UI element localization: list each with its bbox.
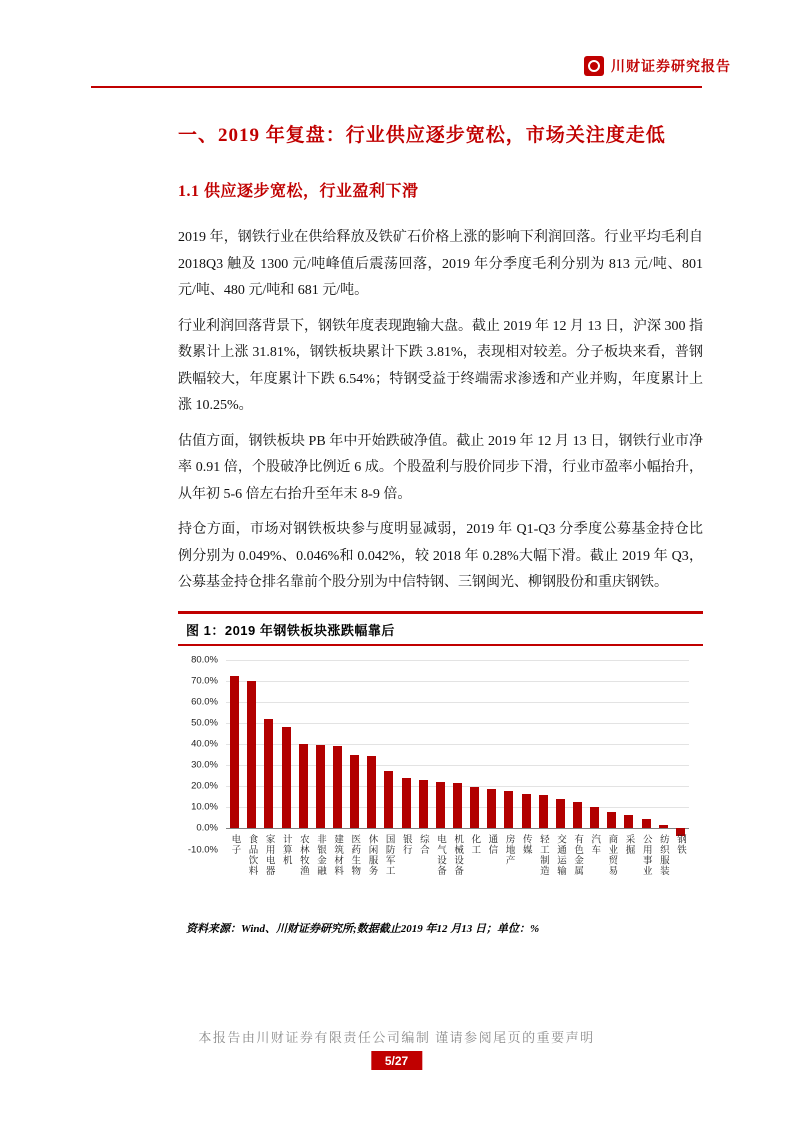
gridline	[226, 660, 689, 661]
gridline	[226, 765, 689, 766]
y-tick-label: 40.0%	[191, 738, 218, 750]
x-category-label: 传媒	[520, 833, 532, 855]
y-tick-label: 30.0%	[191, 759, 218, 771]
x-category-label: 公用事业	[640, 833, 652, 876]
x-category-label: 有色金属	[572, 833, 584, 876]
footer-disclaimer: 本报告由川财证券有限责任公司编制 谨请参阅尾页的重要声明	[198, 1030, 595, 1045]
x-category-label: 非银金融	[315, 833, 327, 876]
x-category-label: 银行	[400, 833, 412, 855]
bar-电气设备	[436, 782, 445, 828]
figure-source-note: 资料来源：Wind、川财证券研究所;数据截止2019 年12 月13 日；单位：%	[186, 922, 540, 935]
bar-电子	[230, 676, 239, 828]
bar-商业贸易	[607, 812, 616, 829]
x-category-label: 汽车	[589, 833, 601, 855]
chart-plot-area	[226, 660, 689, 850]
bar-通信	[487, 789, 496, 828]
y-tick-label: 10.0%	[191, 801, 218, 813]
x-category-label: 食品饮料	[246, 833, 258, 876]
x-category-label: 纺织服装	[657, 833, 669, 876]
figure-title: 图 1：2019 年钢铁板块涨跌幅靠后	[178, 614, 703, 646]
bar-公用事业	[642, 819, 651, 829]
subsection-heading: 1.1 供应逐步宽松，行业盈利下滑	[178, 183, 419, 200]
paragraph: 2019 年，钢铁行业在供给释放及铁矿石价格上涨的影响下利润回落。行业平均毛利自 2018Q3 触及 1300 元/吨峰值后震荡回落，2019 年分季度毛利分别为 813 元/吨、801 元/吨、480 元/吨和 681 元/吨。	[178, 230, 703, 298]
paragraph: 持仓方面，市场对钢铁板块参与度明显减弱，2019 年 Q1-Q3 分季度公募基金持仓比例分别为 0.049%、0.046%和 0.042%，较 2018 年 0.28%大幅下滑。截止 2019 年 Q3，公募基金持仓排名靠前个股分别为中信特钢、三钢闽光、柳钢股份和重庆钢铁。	[178, 522, 703, 590]
x-category-label: 休闲服务	[366, 833, 378, 876]
bar-食品饮料	[247, 681, 256, 829]
y-tick-label: 0.0%	[196, 822, 218, 834]
x-category-label: 机械设备	[452, 833, 464, 876]
x-category-label: 电气设备	[435, 833, 446, 876]
y-tick-label: 80.0%	[191, 654, 218, 665]
gridline	[226, 681, 689, 682]
bar-房地产	[504, 791, 513, 828]
gridline	[226, 702, 689, 703]
bar-非银金融	[316, 745, 325, 828]
gridline	[226, 744, 689, 745]
bar-休闲服务	[367, 756, 376, 829]
chart-x-axis	[226, 834, 689, 918]
x-category-label: 国防军工	[383, 833, 395, 876]
paragraph: 行业利润回落背景下，钢铁年度表现跑输大盘。截止 2019 年 12 月 13 日，沪深 300 指数累计上涨 31.81%，钢铁板块累计下跌 3.81%，表现相对较差。分子板块来看，普钢跌幅较大，年度累计下跌 6.54%；特钢受益于终端需求渗透和产业并购，年度累计上涨 10.25%。	[178, 318, 703, 413]
bar-有色金属	[573, 802, 582, 828]
y-tick-label: 70.0%	[191, 675, 218, 687]
bar-银行	[402, 778, 411, 829]
y-tick-label: 20.0%	[191, 780, 218, 792]
bar-农林牧渔	[299, 744, 308, 828]
bar-综合	[419, 780, 428, 829]
brand-title: 川财证券研究报告	[611, 60, 731, 75]
page-number-badge: 5/27	[371, 1051, 422, 1070]
bar-医药生物	[350, 755, 359, 829]
bar-计算机	[282, 727, 291, 828]
header-divider	[91, 86, 702, 88]
bar-传媒	[522, 794, 531, 829]
x-axis-line	[226, 828, 689, 829]
x-category-label: 医药生物	[349, 833, 361, 876]
x-category-label: 轻工制造	[537, 833, 549, 876]
report-body	[178, 122, 703, 936]
x-category-label: 采掘	[623, 833, 635, 855]
x-category-label: 通信	[486, 833, 498, 855]
x-category-label: 交通运输	[554, 833, 566, 876]
bar-建筑材料	[333, 746, 342, 828]
chuancai-logo-icon	[584, 56, 604, 76]
bar-交通运输	[556, 799, 565, 829]
y-tick-label: -10.0%	[187, 844, 218, 855]
x-category-label: 计算机	[280, 833, 292, 865]
y-tick-label: 50.0%	[191, 717, 218, 729]
x-category-label: 综合	[417, 833, 429, 855]
x-category-label: 建筑材料	[332, 833, 344, 876]
x-category-label: 房地产	[503, 833, 515, 865]
bar-chart	[178, 654, 703, 918]
bar-家用电器	[264, 719, 273, 829]
y-tick-label: 60.0%	[191, 696, 218, 708]
bar-纺织服装	[659, 825, 668, 828]
x-category-label: 商业贸易	[606, 833, 618, 876]
section-heading: 一、2019 年复盘：行业供应逐步宽松，市场关注度走低	[178, 125, 666, 146]
figure-1	[178, 611, 703, 936]
bar-化工	[470, 787, 479, 828]
bar-轻工制造	[539, 795, 548, 829]
x-category-label: 电子	[229, 833, 241, 855]
x-category-label: 农林牧渔	[297, 833, 309, 876]
x-category-label: 钢铁	[674, 833, 686, 855]
report-header	[584, 56, 731, 76]
x-category-label: 化工	[469, 833, 481, 855]
x-category-label: 家用电器	[263, 833, 275, 876]
bar-机械设备	[453, 783, 462, 828]
bar-国防军工	[384, 771, 393, 828]
chart-y-axis	[178, 654, 224, 855]
bar-汽车	[590, 807, 599, 828]
bar-采掘	[624, 815, 633, 829]
gridline	[226, 723, 689, 724]
paragraph: 估值方面，钢铁板块 PB 年中开始跌破净值。截止 2019 年 12 月 13 日，钢铁行业市净率 0.91 倍，个股破净比例近 6 成。个股盈利与股价同步下滑，行业市盈率小幅抬升，从年初 5-6 倍左右抬升至年末 8-9 倍。	[178, 433, 703, 502]
